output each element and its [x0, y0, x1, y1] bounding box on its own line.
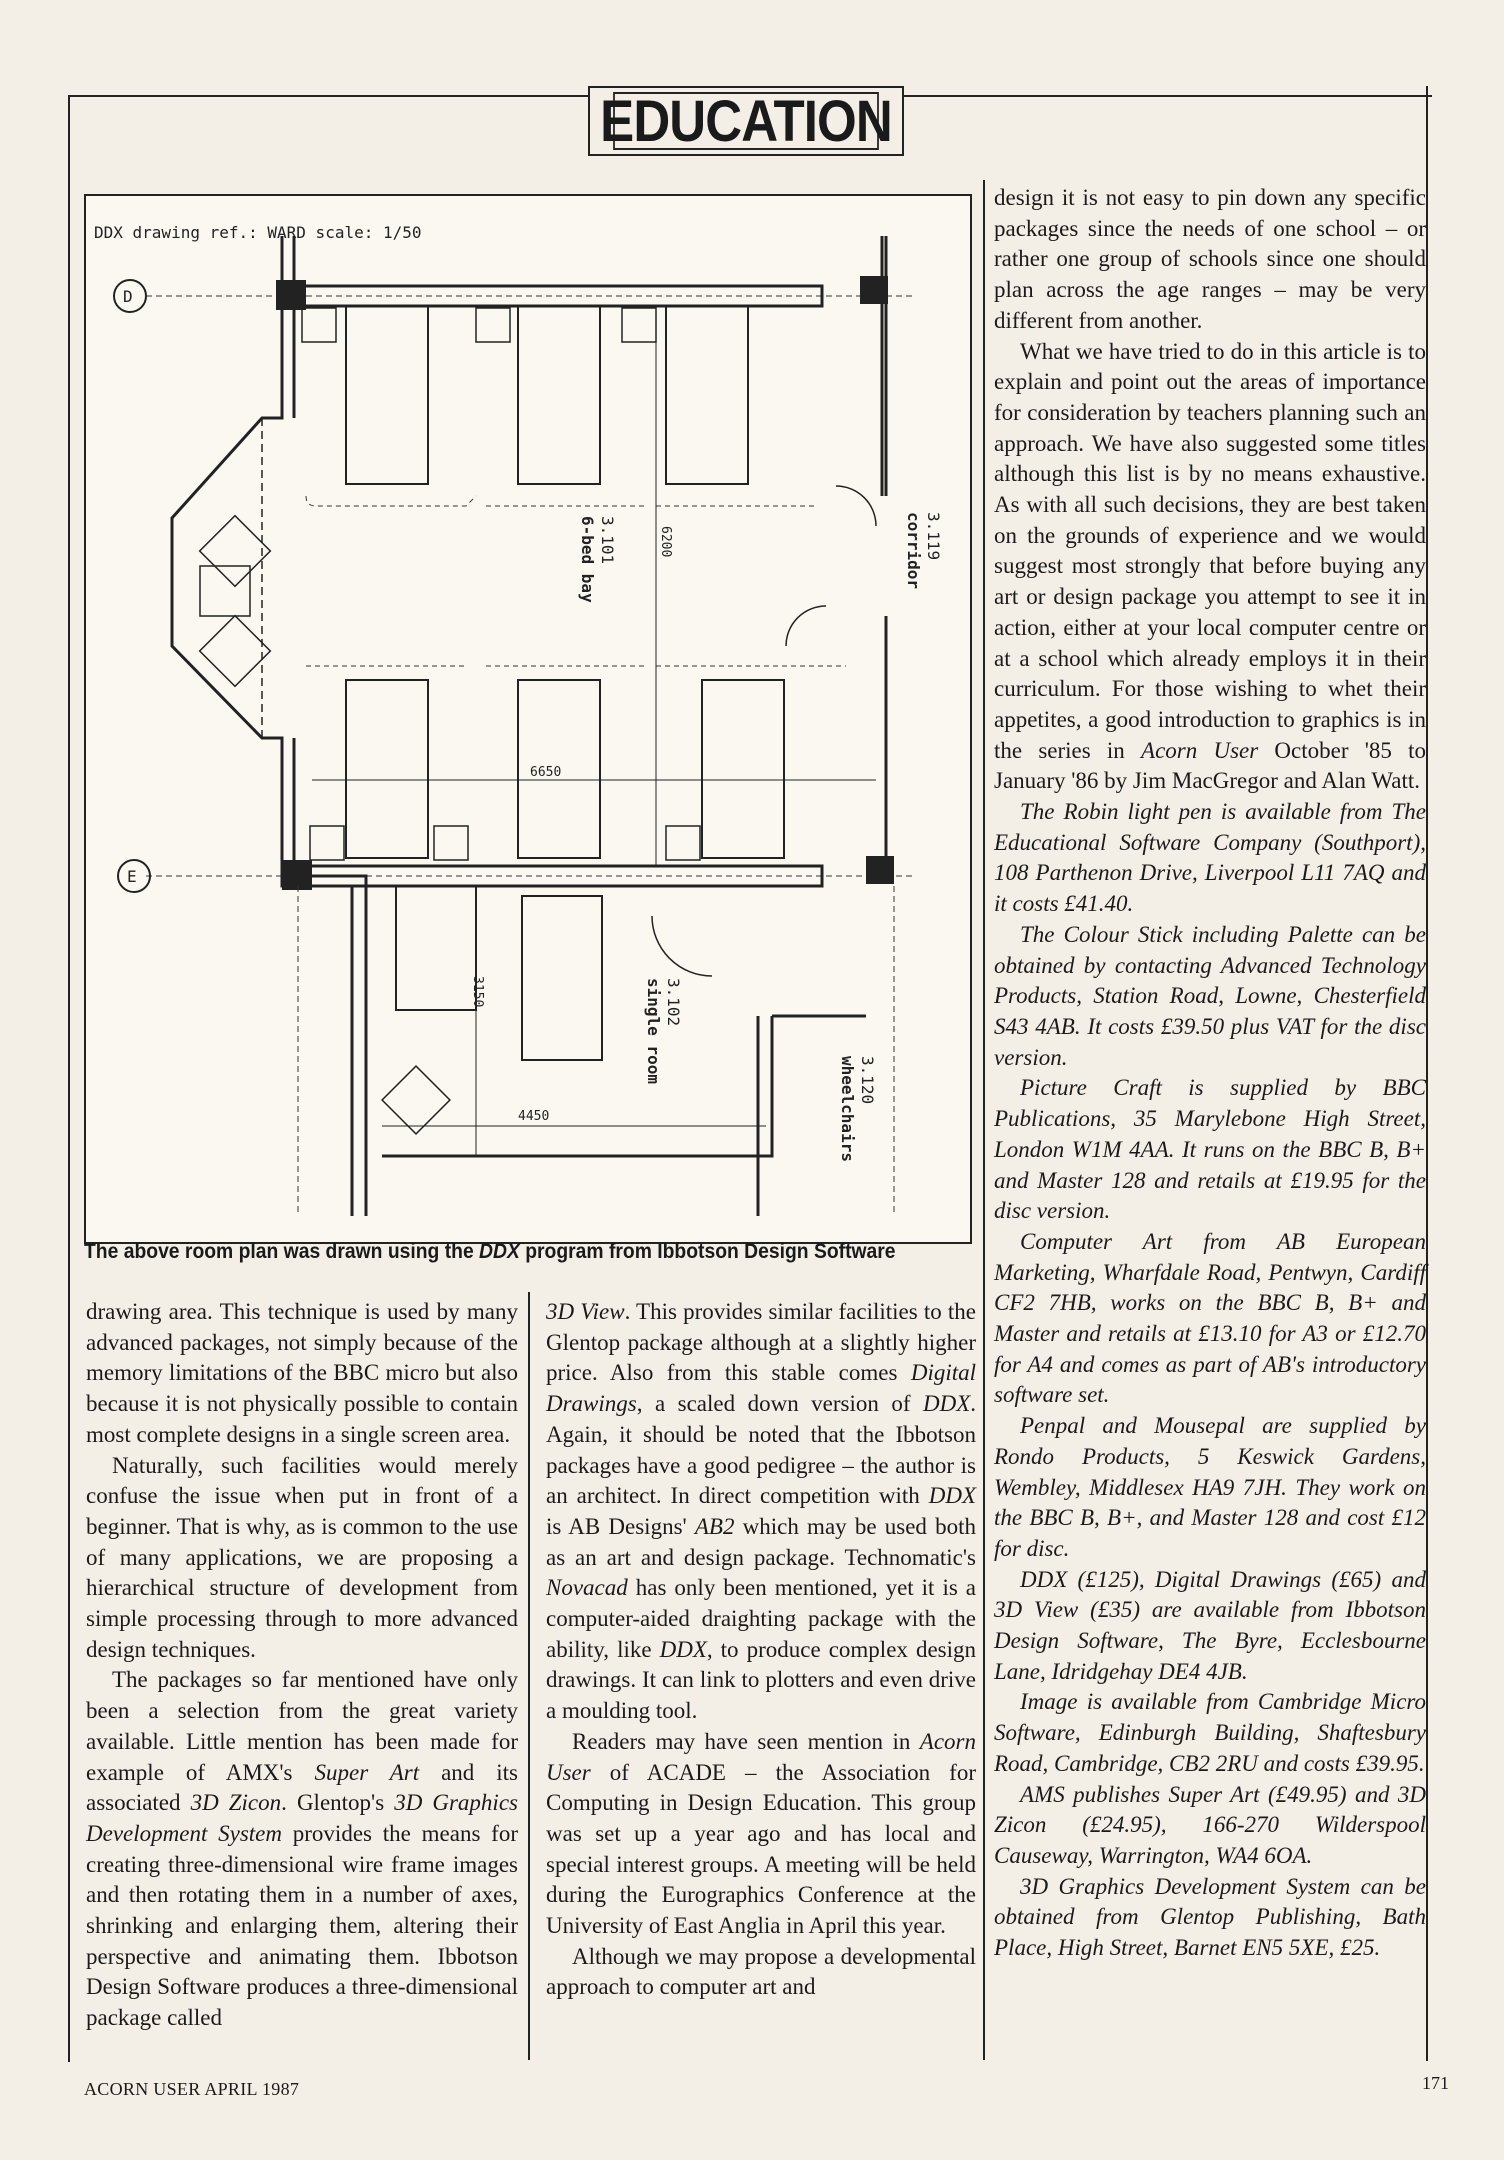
- paragraph: Readers may have seen mention in Acorn User of ACADE – the Association for Computing in Design Education. This group was set up a year ago and has local and special interest groups. A meeting will be held during the Eurographics Conference at the University of East Anglia in April this year.: [546, 1728, 976, 1939]
- supplier-listing: Image is available from Cambridge Micro Software, Edinburgh Building, Shaftesbury Road, Cambridge, CB2 2RU and costs £39.95.: [994, 1689, 1426, 1776]
- article-column-2: [546, 1297, 976, 2003]
- paragraph: What we have tried to do in this article is to explain and point out the areas of importance for consideration by teachers planning such an approach. We have also suggested some titles although this list is by no means exhaustive. As with all such decisions, they are best taken on the grounds of experience and we would suggest most strongly that before buying any art or design package you attempt to see it in action, either at your local computer centre or at a school which already employs it in their curriculum. For those wishing to whet their appetites, a good introduction to graphics is in the series in Acorn User October '85 to January '86 by Jim MacGregor and Alan Watt.: [994, 338, 1426, 794]
- supplier-listing: 3D Graphics Development System can be obtained from Glentop Publishing, Bath Place, High Street, Barnet EN5 5XE, £25.: [994, 1873, 1426, 1961]
- room-3119-name: corridor: [904, 512, 923, 590]
- supplier-listing: Penpal and Mousepal are supplied by Rondo Products, 5 Keswick Gardens, Wembley, Middlesex HA9 7JH. They work on the BBC B, B+, and Master 128 and cost £12 for disc.: [994, 1413, 1426, 1561]
- supplier-listing: Picture Craft is supplied by BBC Publications, 35 Marylebone High Street, London W1M 4AA. It runs on the BBC B, B+ and Master 128 and retails at £19.95 for the disc version.: [994, 1075, 1426, 1224]
- room-3102-name: single room: [644, 978, 663, 1084]
- room-3120-name: wheelchairs: [838, 1056, 857, 1162]
- grid-label-e: E: [127, 867, 137, 886]
- supplier-listing: The Colour Stick including Palette can be obtained by contacting Advanced Technology Products, Station Road, Lowne, Chesterfield S43 4AB. It costs £39.50 plus VAT for the disc version.: [994, 921, 1426, 1070]
- paragraph: drawing area. This technique is used by many advanced packages, not simply because of the memory limitations of the BBC micro but also because it is not physically possible to contain most complete designs in a single screen area.: [86, 1299, 518, 1447]
- supplier-listing: Computer Art from AB European Marketing, Wharfdale Road, Pentwyn, Cardiff CF2 7HB, works on the BBC B, B+ and Master and retails at £13.10 for A3 or £12.70 for A4 and comes as part of AB's introductory software set.: [994, 1228, 1426, 1408]
- supplier-listing: AMS publishes Super Art (£49.95) and 3D Zicon (£24.95), 166-270 Wilderspool Causeway, Warrington, WA4 6OA.: [994, 1781, 1426, 1868]
- dim-6200: 6200: [658, 526, 673, 558]
- paragraph: Although we may propose a developmental approach to computer art and: [546, 1943, 976, 2000]
- paragraph: 3D View. This provides similar facilities to the Glentop package although at a slightly higher price. Also from this stable comes Digital Drawings, a scaled down version of DDX. Again, it should be noted that the Ibbotson packages have a good pedigree – the author is an architect. In direct competition with DDX is AB Designs' AB2 which may be used both as an art and design package. Technomatic's Novacad has only been mentioned, yet it is a computer-aided draighting package with the ability, like DDX, to produce complex design drawings. It can link to plotters and even drive a moulding tool.: [546, 1299, 976, 1724]
- dim-6650: 6650: [530, 765, 562, 780]
- room-plan-drawing: [86, 196, 970, 1242]
- dim-4450: 4450: [518, 1109, 550, 1124]
- room-3101-number: 3.101: [598, 516, 617, 565]
- room-3120-number: 3.120: [858, 1056, 877, 1105]
- grid-label-d: D: [123, 287, 133, 306]
- article-column-3: [994, 183, 1426, 1964]
- column-rule-middle: [528, 1292, 530, 2060]
- figure-caption: The above room plan was drawn using the DDX program from Ibbotson Design Software: [84, 1240, 896, 1263]
- column-rule-right: [983, 180, 985, 2060]
- paragraph: design it is not easy to pin down any specific packages since the needs of one school – or rather one group of schools since one should plan across the age ranges – may be very different from another.: [994, 185, 1426, 333]
- room-3102-number: 3.102: [664, 978, 683, 1027]
- footer-publication: ACORN USER APRIL 1987: [84, 2079, 300, 2099]
- page-number: 171: [1422, 2073, 1449, 2093]
- plan-header: DDX drawing ref.: WARD scale: 1/50: [94, 223, 422, 242]
- section-title: EDUCATION: [600, 88, 892, 154]
- section-header: [588, 86, 904, 156]
- paragraph: The packages so far mentioned have only been a selection from the great variety available. Little mention has been made for example of AMX's Super Art and its associated 3D Zicon. Glentop's 3D Graphics Development System provides the means for creating three-dimensional wire frame images and then rotating them in a number of axes, shrinking and enlarging them, altering their perspective and animating them. Ibbotson Design Software produces a three-dimensional package called: [86, 1667, 518, 2031]
- paragraph: Naturally, such facilities would merely confuse the issue when put in front of a beginner. That is why, as is common to the use of many applications, we are proposing a hierarchical structure of development from simple processing through to more advanced design techniques.: [86, 1452, 518, 1662]
- room-3119-number: 3.119: [924, 512, 943, 561]
- page-frame-right: [1426, 86, 1428, 2061]
- supplier-listing: DDX (£125), Digital Drawings (£65) and 3D View (£35) are available from Ibbotson Design Software, The Byre, Ecclesbourne Lane, Idridgehay DE4 4JB.: [994, 1566, 1426, 1684]
- room-plan-figure: [84, 194, 972, 1244]
- room-3101-name: 6-bed bay: [578, 516, 597, 603]
- article-column-1: [86, 1297, 518, 2034]
- dim-3150: 3150: [470, 976, 485, 1008]
- supplier-listing: The Robin light pen is available from The Educational Software Company (Southport), 108 Parthenon Drive, Liverpool L11 7AQ and it costs £41.40.: [994, 799, 1426, 917]
